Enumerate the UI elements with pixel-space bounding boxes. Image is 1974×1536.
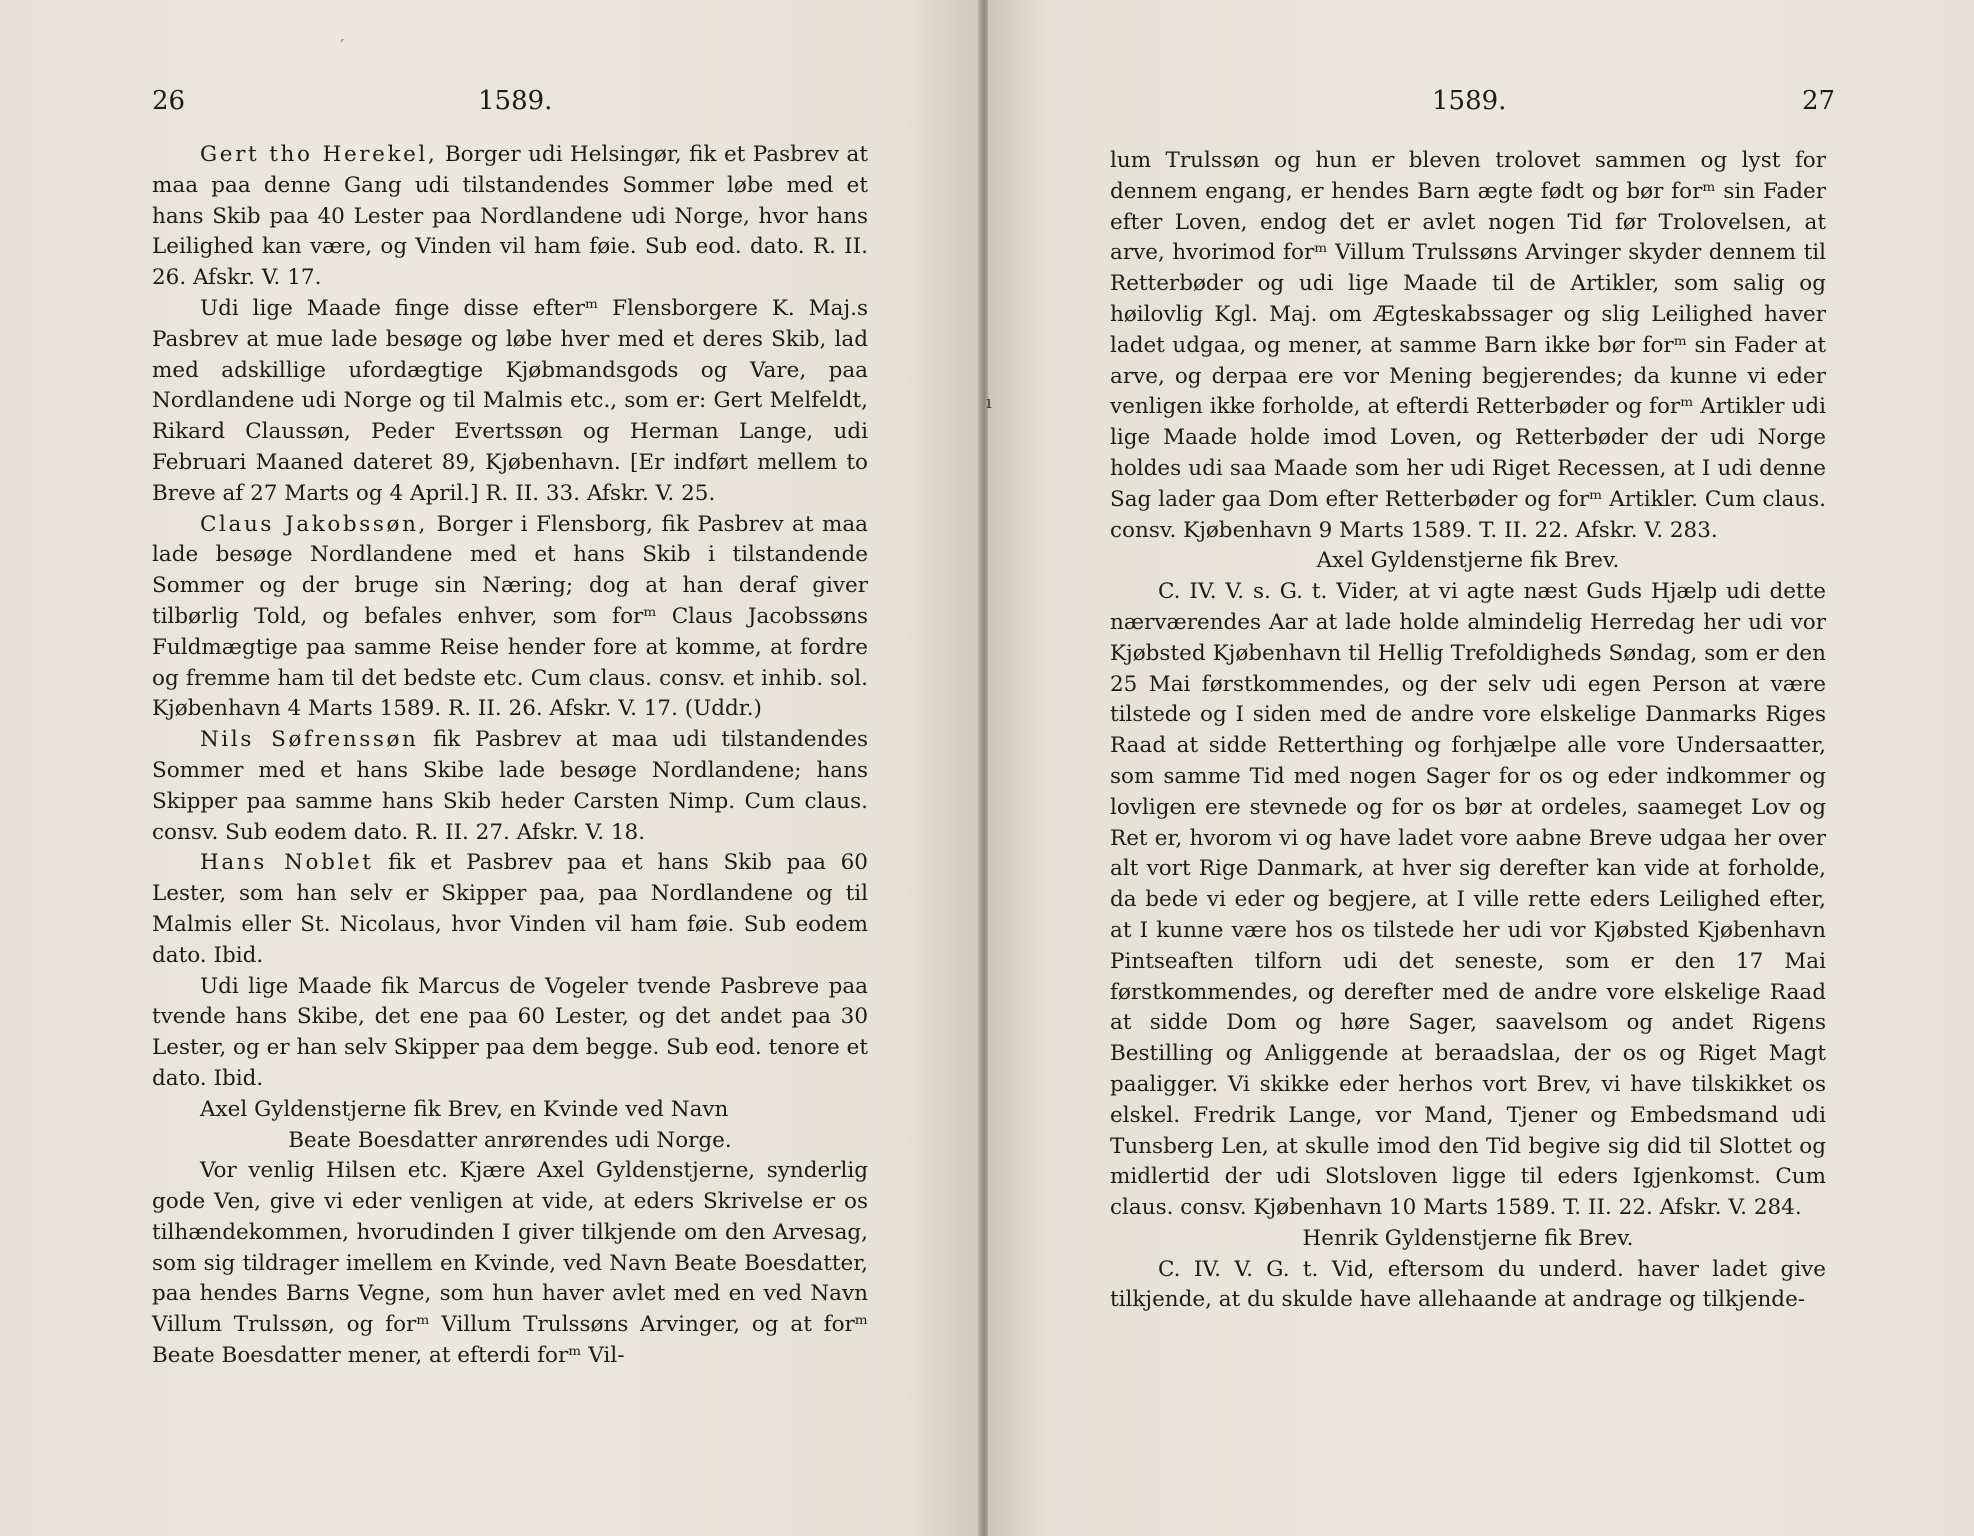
entry-paragraph xyxy=(152,140,868,294)
letter-heading-line1: Axel Gyldenstjerne fik Brev, en Kvinde ved Navn xyxy=(200,1096,729,1122)
paper-speck: ′ xyxy=(340,36,345,57)
letter-heading: Henrik Gyldenstjerne fik Brev. xyxy=(1302,1225,1634,1251)
entry-name: Claus Jakobssøn, xyxy=(200,511,428,537)
entry-paragraph xyxy=(152,972,868,1095)
entry-name: Nils Søfrenssøn xyxy=(200,727,419,753)
continuation-text: lum Trulssøn og hun er bleven trolovet sammen og lyst for dennem engang, er hendes Barn ægte født og bør forᵐ sin Fader efter Loven, endog det er avlet nogen Tid før Trolovelsen, at arve, hvorimod forᵐ Villum Trulssøns Arvinger skyder dennem til Retterbøder og udi lige Maade til de Artikler, som salig og høilovlig Kgl. Maj. om Ægteskabssager og slig Leilighed haver ladet udgaa, og mener, at samme Barn ikke bør forᵐ sin Fader at arve, og derpaa ere vor Mening begjerendes; da kunne vi eder venligen ikke forholde, at efterdi Retterbøder og forᵐ Artikler udi lige Maade holde imod Loven, og Retterbøder der udi Norge holdes udi saa Maade som her udi Riget Recessen, at I udi denne Sag lader gaa Dom efter Retterbøder og forᵐ Artikler. Cum claus. consv. Kjøbenhavn 9 Marts 1589. T. II. 22. Afskr. V. 283. xyxy=(1110,148,1826,543)
page-body xyxy=(1110,146,1826,1316)
entry-paragraph xyxy=(152,510,868,726)
entry-paragraph xyxy=(152,848,868,971)
page-body xyxy=(152,140,868,1372)
entry-paragraph xyxy=(152,294,868,510)
entry-text: fik et Pasbrev paa et hans Skib paa 60 Lester, som han selv er Skipper paa, paa Nordlandene og til Malmis eller St. Nicolaus, hvor Vinden vil ham føie. Sub eodem dato. Ibid. xyxy=(152,850,868,968)
entry-text: fik Pasbrev at maa udi tilstandendes Sommer med et hans Skibe lade besøge Nordlandene; hans Skipper paa samme hans Skib heder Carsten Nimp. Cum claus. consv. Sub eodem dato. R. II. 27. Afskr. V. 18. xyxy=(152,727,868,845)
letter-text: Vor venlig Hilsen etc. Kjære Axel Gyldenstjerne, synderlig gode Ven, give vi eder venligen at vide, at eders Skrivelse er os tilhændekommen, hvorudinden I giver tilkjende om den Arvesag, som sig tildrager imellem en Kvinde, ved Navn Beate Boesdatter, paa hendes Barns Vegne, som hun haver avlet med en ved Navn Villum Trulssøn, og forᵐ Villum Trulssøns Arvinger, og at forᵐ Beate Boesdatter mener, at efterdi forᵐ Vil- xyxy=(152,1158,868,1369)
entry-text: Udi lige Maade fik Marcus de Vogeler tvende Pasbreve paa tvende hans Skibe, det ene paa 60 Lester, og det andet paa 30 Lester, og er han selv Skipper paa dem begge. Sub eod. tenore et dato. Ibid. xyxy=(152,973,868,1091)
letter-text: C. IV. V. s. G. t. Vider, at vi agte næst Guds Hjælp udi dette nærværendes Aar at lade holde almindelig Herredag her udi vor Kjøbsted Kjøbenhavn til Hellig Trefoldigheds Søndag, som er den 25 Mai førstkommendes, og der selv udi egen Person at være tilstede og I siden med de andre vore elskelige Danmarks Riges Raad at sidde Retterthing og forhjælpe alle vore Undersaatter, som samme Tid med nogen Sager for os og eder indkommer og lovligen ere stevnede og for os bør at ordeles, saameget Lov og Ret er, hvorom vi og have ladet vore aabne Breve udgaa her over alt vort Rige Danmark, at hver sig derefter kan vide at forholde, da bede vi eder og begjere, at I ville rette eders Leilighed efter, at I kunne være hos os tilstede her udi vor Kjøbsted Kjøbenhavn Pintseaften tilforn udi det seneste, som er den 17 Mai førstkommendes, og derefter med de andre vore elskelige Raad at sidde Dom og høre Sager, saavelsom og andet Rigens Bestilling og Anliggende at beraadslaa, der os og Riget Magt paaligger. Vi skikke eder herhos vort Brev, vi have tilskikket os elskel. Fredrik Lange, vor Mand, Tjener og Embedsmand udi Tunsberg Len, at skulle imod den Tid begive sig did til Slottet og midlertid der udi Slotsloven ligge til eders Igjenkomst. Cum claus. consv. Kjøbenhavn 10 Marts 1589. T. II. 22. Afskr. V. 284. xyxy=(1110,579,1826,1221)
running-head: 1589. xyxy=(1432,86,1507,116)
entry-text: Udi lige Maade finge disse efterᵐ Flensborgere K. Maj.s Pasbrev at mue lade besøge og løbe hver med et deres Skib, lad med adskillige ufordægtige Kjøbmandsgods og Vare, paa Nordlandene udi Norge og til Malmis etc., som er: Gert Melfeldt, Rikard Claussøn, Peder Evertssøn og Herman Lange, udi Februari Maaned dateret 89, Kjøbenhavn. [Er indført mellem to Breve af 27 Marts og 4 April.] R. II. 33. Afskr. V. 25. xyxy=(152,295,868,506)
paper-speck: ı xyxy=(986,392,992,413)
entry-name: Gert tho Herekel, xyxy=(200,142,438,167)
entry-name: Hans Noblet xyxy=(200,850,374,876)
letter-heading-line2: Beate Boesdatter anrørendes udi Norge. xyxy=(288,1127,732,1153)
letter-text: C. IV. V. G. t. Vid, eftersom du underd. haver ladet give tilkjende, at du skulde have allehaande at andrage og tilkjende- xyxy=(1110,1256,1826,1313)
page-number: 27 xyxy=(1802,86,1836,116)
letter-heading: Axel Gyldenstjerne fik Brev. xyxy=(1316,548,1620,574)
entry-text: Borger i Flensborg, fik Pasbrev at maa lade besøge Nordlandene med et hans Skib i tilstandende Sommer og der bruge sin Næring; dog at han deraf giver tilbørlig Told, og befales enhver, som forᵐ Claus Jacobssøns Fuldmægtige paa samme Reise hender fore at komme, at fordre og fremme ham til det bedste etc. Cum claus. consv. et inhib. sol. Kjøbenhavn 4 Marts 1589. R. II. 26. Afskr. V. 17. (Uddr.) xyxy=(152,511,869,722)
entry-paragraph xyxy=(152,725,868,848)
running-head: 1589. xyxy=(478,86,553,116)
left-page xyxy=(0,0,982,1536)
right-page xyxy=(988,0,1974,1536)
entry-text: Borger udi Helsingør, fik et Pasbrev at maa paa denne Gang udi tilstandendes Sommer løbe med et hans Skib paa 40 Lester paa Nordlandene udi Norge, hvor hans Leilighed kan være, og Vinden vil ham føie. Sub eod. dato. R. II. 26. Afskr. V. 17. xyxy=(152,142,868,291)
page-number: 26 xyxy=(152,86,186,116)
